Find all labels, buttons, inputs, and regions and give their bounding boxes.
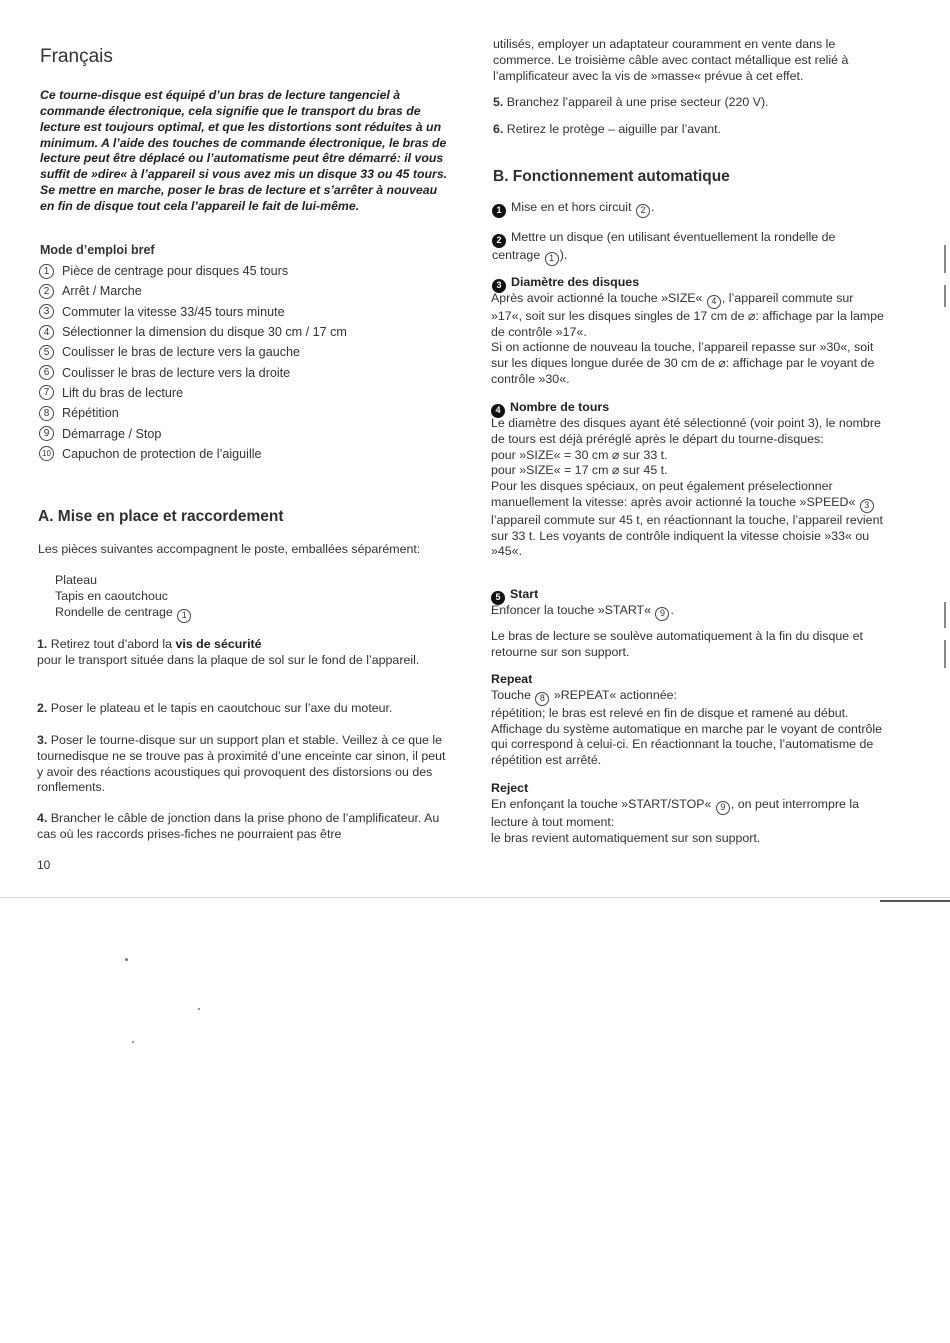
number-circle-icon: 4 bbox=[707, 295, 721, 309]
number-circle-icon: 10 bbox=[39, 446, 54, 461]
page-divider bbox=[0, 897, 950, 898]
list-item: 7 Lift du bras de lecture bbox=[39, 383, 439, 403]
filled-number-icon: 1 bbox=[492, 204, 506, 218]
b-item-5-text: Enfoncer la touche »START« 9 . bbox=[491, 603, 886, 621]
repeat-title: Repeat bbox=[491, 672, 533, 686]
section-a-lead: Les pièces suivantes accompagnent le poste, emballées séparément: bbox=[38, 542, 421, 556]
step-4: 4. Brancher le câble de jonction dans la prise phono de l’amplificateur. Au cas où les raccords prises-fiches ne pourraient pas être bbox=[37, 811, 440, 841]
list-item: 10 Capuchon de protection de l’aiguille bbox=[39, 444, 439, 464]
number-circle-icon: 9 bbox=[716, 801, 730, 815]
b-item-3-title: 3 Diamètre des disques bbox=[492, 275, 887, 293]
number-circle-icon: 1 bbox=[545, 252, 559, 266]
quick-guide-title: Mode d’emploi bref bbox=[40, 243, 155, 257]
step-3: 3. Poser le tourne-disque sur un support plan et stable. Veillez à ce que le tournedisque ne se trouve pas à proximité d’une enceinte car sinon, il peut y avoir des réactions acoustiques qui provoquent des distorsions ou des ronflements. bbox=[37, 733, 446, 795]
number-circle-icon: 2 bbox=[636, 204, 650, 218]
number-circle-icon: 5 bbox=[39, 345, 54, 360]
list-item: 3 Commuter la vitesse 33/45 tours minute bbox=[39, 302, 439, 322]
number-circle-icon: 8 bbox=[535, 692, 549, 706]
section-a-title: A. Mise en place et raccordement bbox=[38, 508, 284, 525]
section-b-title: B. Fonctionnement automatique bbox=[493, 168, 730, 185]
number-circle-icon: 7 bbox=[39, 385, 54, 400]
intro-paragraph: Ce tourne-disque est équipé d’un bras de lecture tangenciel à commande électronique, cela signifie que le transport du bras de lecture est toujours optimal, et que les distortions sont réduites à un minimum. A l’aide des touches de commande électronique, le bras de lecture peut être déplacé ou l’automatisme peut être démarré: il vous suffit de »dire« à l’appareil si vous avez mis un disque 33 ou 45 tours. Se mettre en marche, poser le bras de lecture et s’arrêter à nouveau en fin de disque tout cela l’appareil le fait de lui-même. bbox=[40, 88, 448, 213]
part-plateau: Plateau bbox=[55, 573, 98, 587]
edge-mark bbox=[944, 245, 946, 273]
list-item: 5 Coulisser le bras de lecture vers la gauche bbox=[39, 342, 439, 362]
b-item-2: 2 Mettre un disque (en utilisant éventuellement la rondelle de centrage 1 ). bbox=[492, 230, 887, 266]
repeat-text: Touche 8 »REPEAT« actionnée: répétition; le bras est relevé en fin de disque et ramené au début. Affichage du système automatique en marche par le voyant de contrôle qui correspond à celui-ci. En réactionnant la touche, l’automatisme de répétition est arrêté. bbox=[491, 688, 882, 768]
number-circle-icon: 3 bbox=[39, 304, 54, 319]
number-circle-icon: 9 bbox=[655, 607, 669, 621]
scan-speck bbox=[125, 958, 128, 961]
number-circle-icon: 1 bbox=[39, 264, 54, 279]
step-5: 5. Branchez l’appareil à une prise secteur (220 V). bbox=[493, 95, 769, 109]
list-item: 4 Sélectionner la dimension du disque 30 cm / 17 cm bbox=[39, 322, 439, 342]
filled-number-icon: 4 bbox=[491, 404, 505, 418]
edge-mark bbox=[944, 602, 946, 628]
b-item-5-note: Le bras de lecture se soulève automatiquement à la fin du disque et retourne sur son support. bbox=[491, 629, 863, 659]
b-item-5-title: 5 Start bbox=[491, 587, 886, 605]
filled-number-icon: 5 bbox=[491, 591, 505, 605]
scan-speck bbox=[132, 1041, 134, 1043]
b-item-4-title: 4 Nombre de tours bbox=[491, 400, 886, 418]
scan-speck bbox=[198, 1008, 200, 1010]
step-2: 2. Poser le plateau et le tapis en caoutchouc sur l’axe du moteur. bbox=[37, 701, 393, 715]
b-item-1: 1 Mise en et hors circuit 2 . bbox=[492, 200, 887, 218]
page-number: 10 bbox=[37, 858, 51, 872]
step-6: 6. Retirez le protège – aiguille par l’avant. bbox=[493, 122, 722, 136]
step-4-continued: utilisés, employer un adaptateur couramment en vente dans le commerce. Le troisième câble avec contact métallique est relié à l’amplificateur avec la vis de »masse« prévue à cet effet. bbox=[493, 37, 849, 83]
number-circle-icon: 6 bbox=[39, 365, 54, 380]
list-item: 9 Démarrage / Stop bbox=[39, 423, 439, 443]
b-item-4-text: Le diamètre des disques ayant été sélectionné (voir point 3), le nombre de tours est déjà préréglé après le départ du tourne-disques: pour »SIZE« = 30 cm ⌀ sur 33 t. pour »SIZE« = 17 cm ⌀ sur 45 t. Pour les disques spéciaux, on peut également préselectionner manuellement la vitesse: après avoir actionné la touche »SPEED« 3l’appareil commute sur 45 t, en réactionnant la touche, l’appareil revient sur 33 t. Les voyants de contrôle indiquent la vitesse choisie »33« ou »45«. bbox=[491, 416, 883, 559]
page-edge-shadow bbox=[880, 900, 950, 902]
part-rondelle: Rondelle de centrage 1 bbox=[55, 605, 192, 623]
edge-mark bbox=[944, 285, 946, 307]
number-circle-icon: 9 bbox=[39, 426, 54, 441]
reject-title: Reject bbox=[491, 781, 529, 795]
b-item-3-text: Après avoir actionné la touche »SIZE« 4 , l’appareil commute sur »17«, soit sur les disques singles de 17 cm de ⌀: affichage par la lampe de contrôle »17«. Si on actionne de nouveau la touche, l’appareil repasse sur »30«, soit sur les diques longue durée de 30 cm de ⌀: affichage par le voyant de contrôle »30«. bbox=[491, 291, 884, 387]
filled-number-icon: 2 bbox=[492, 234, 506, 248]
list-item: 8 Répétition bbox=[39, 403, 439, 423]
number-circle-icon: 3 bbox=[860, 499, 874, 513]
number-circle-icon: 4 bbox=[39, 325, 54, 340]
page-title: Français bbox=[40, 45, 113, 67]
list-item: 1 Pièce de centrage pour disques 45 tours bbox=[39, 261, 439, 281]
number-circle-icon: 8 bbox=[39, 406, 54, 421]
list-item: 6 Coulisser le bras de lecture vers la droite bbox=[39, 362, 439, 382]
quick-guide-list bbox=[39, 261, 439, 464]
filled-number-icon: 3 bbox=[492, 279, 506, 293]
number-circle-icon: 1 bbox=[177, 609, 191, 623]
edge-mark bbox=[944, 640, 946, 668]
reject-text: En enfonçant la touche »START/STOP« 9 , on peut interrompre la lecture à tout moment: le bras revient automatiquement sur son support. bbox=[491, 797, 859, 845]
number-circle-icon: 2 bbox=[39, 284, 54, 299]
part-tapis: Tapis en caoutchouc bbox=[55, 589, 168, 603]
list-item: 2 Arrêt / Marche bbox=[39, 281, 439, 301]
step-1: 1. Retirez tout d’abord la vis de sécurité pour le transport située dans la plaque de sol sur le fond de l’appareil. bbox=[37, 637, 420, 667]
